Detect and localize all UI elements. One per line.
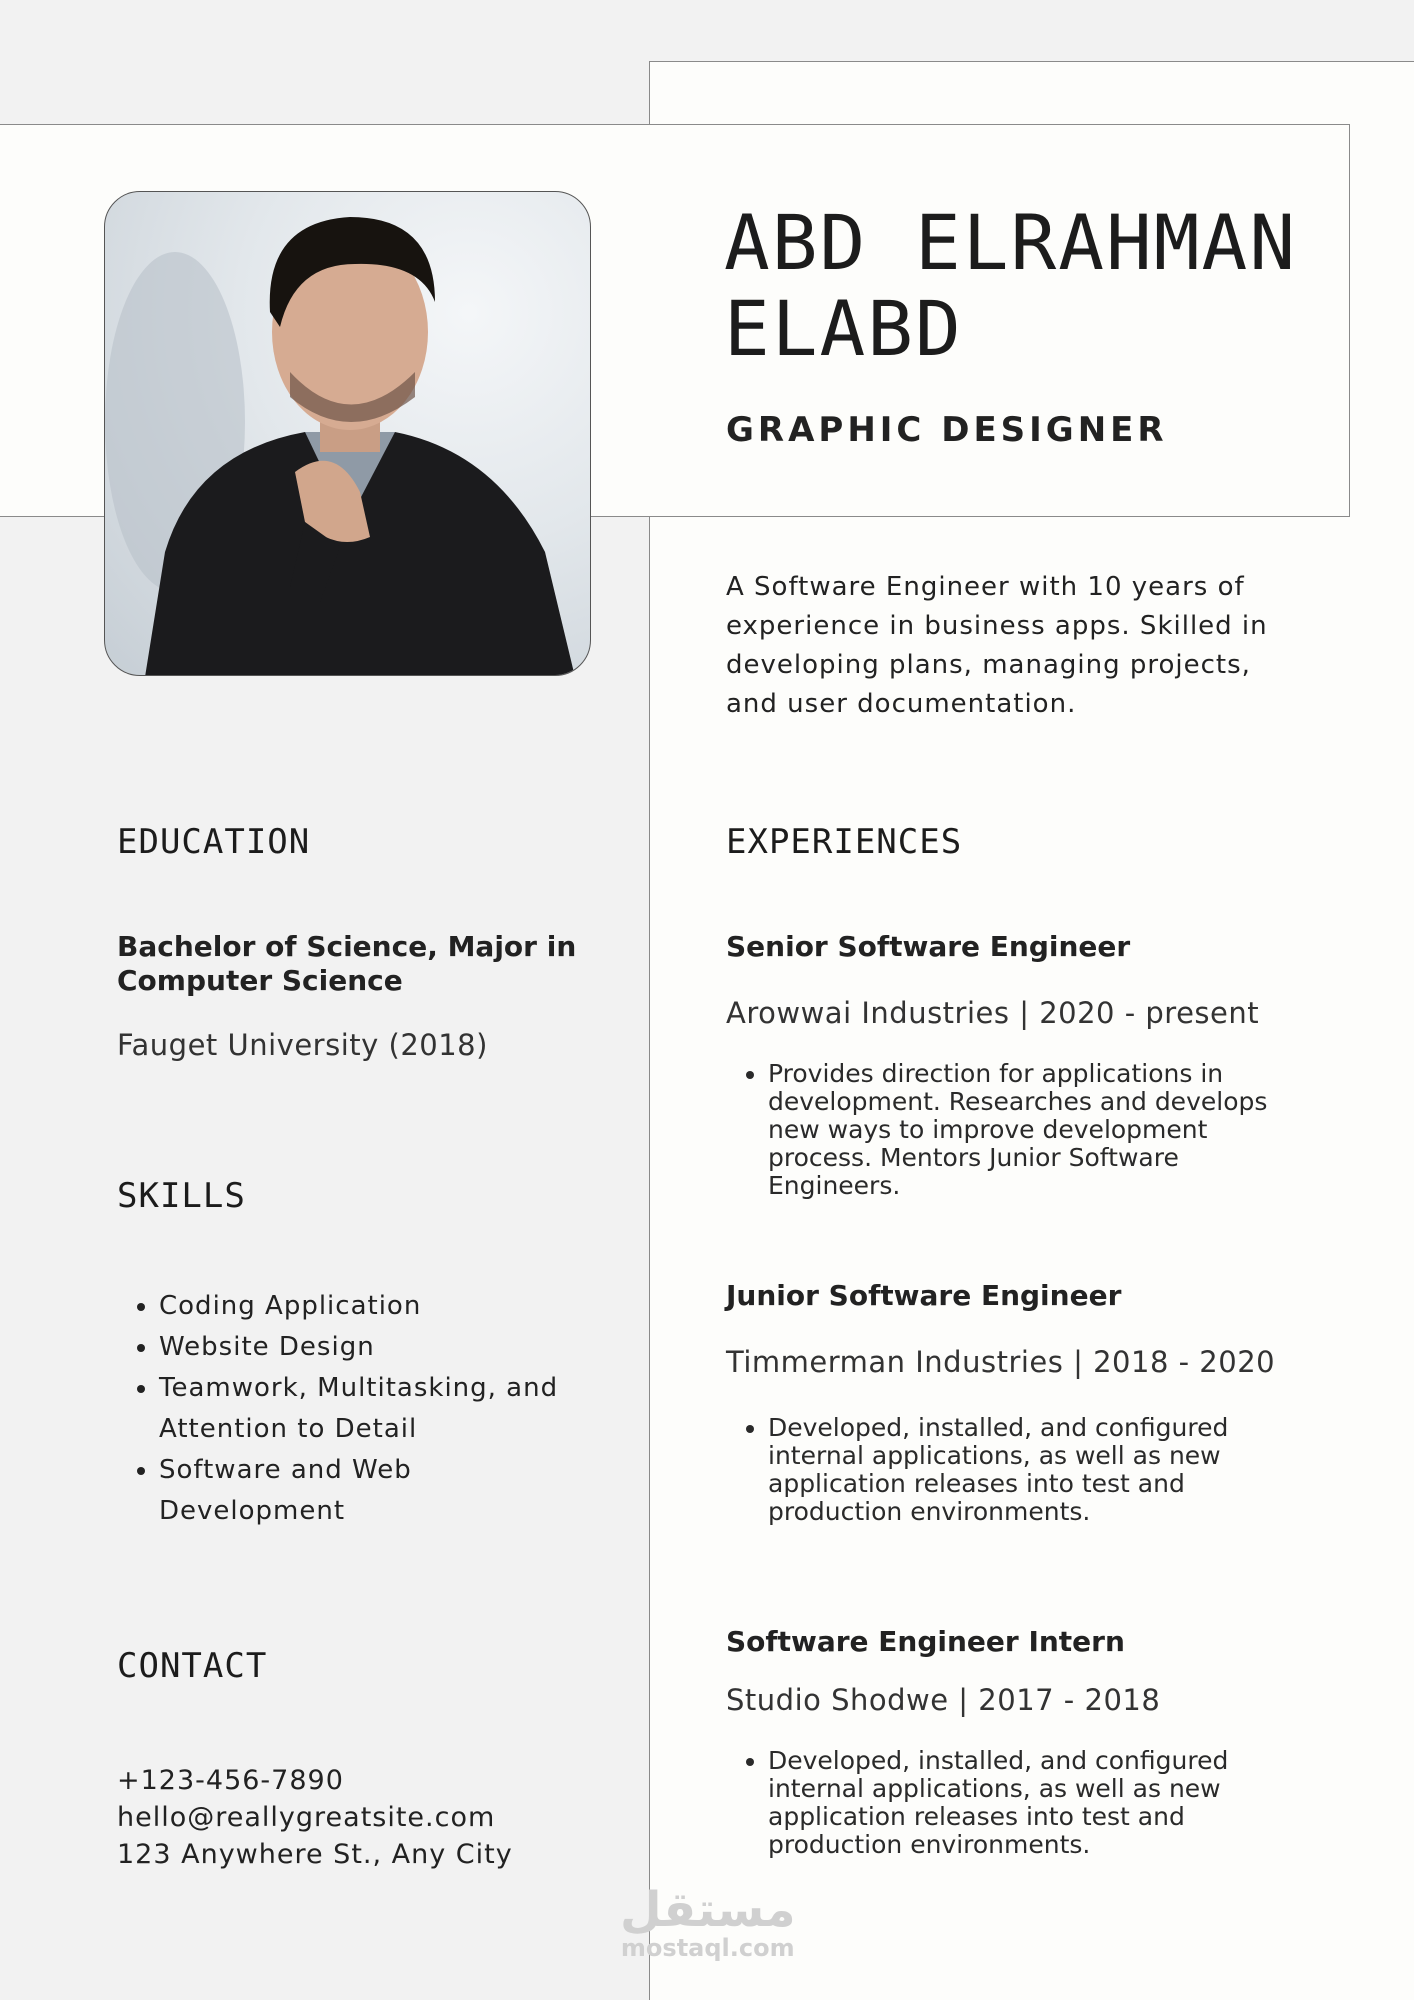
candidate-name xyxy=(724,200,1297,372)
skill-item: • Teamwork, Multitasking, and Attention to Detail xyxy=(159,1368,579,1450)
job-title: Software Engineer Intern xyxy=(726,1625,1125,1658)
job-bullets xyxy=(726,1414,1308,1526)
contact-email: hello@reallygreatsite.com xyxy=(117,1802,496,1833)
job-company: Timmerman Industries | 2018 - 2020 xyxy=(726,1345,1276,1379)
job-bullets xyxy=(726,1747,1308,1859)
job-title: Senior Software Engineer xyxy=(726,930,1131,963)
experiences-heading: EXPERIENCES xyxy=(726,822,963,862)
contact-phone: +123-456-7890 xyxy=(117,1765,344,1796)
skill-item: • Software and Web Development xyxy=(159,1450,579,1532)
contact-heading: CONTACT xyxy=(117,1646,268,1686)
job-entry-1 xyxy=(726,930,1286,1200)
watermark-logo xyxy=(620,1882,796,1962)
job-role: GRAPHIC DESIGNER xyxy=(726,410,1168,450)
name-line-2: ELABD xyxy=(724,284,963,373)
job-title: Junior Software Engineer xyxy=(726,1279,1122,1312)
watermark-arabic: مستقل xyxy=(620,1882,796,1938)
name-line-1: ABD ELRAHMAN xyxy=(724,198,1298,287)
job-bullet: • Developed, installed, and configured internal applications, as well as new application releases into test and production environments. xyxy=(768,1414,1308,1526)
contact-block xyxy=(117,1762,513,1873)
job-entry-2 xyxy=(726,1279,1286,1526)
education-school: Fauget University (2018) xyxy=(117,1028,488,1062)
education-heading: EDUCATION xyxy=(117,822,311,862)
job-company: Arowwai Industries | 2020 - present xyxy=(726,996,1260,1030)
education-degree: Bachelor of Science, Major in Computer Science xyxy=(117,930,577,997)
job-bullet: • Provides direction for applications in development. Researches and develops new ways to improve development process. Mentors Junior Software Engineers. xyxy=(768,1060,1308,1200)
job-bullets xyxy=(726,1060,1308,1200)
contact-address: 123 Anywhere St., Any City xyxy=(117,1839,513,1870)
job-entry-3 xyxy=(726,1625,1286,1859)
job-company: Studio Shodwe | 2017 - 2018 xyxy=(726,1683,1161,1717)
skills-list xyxy=(117,1286,579,1532)
skills-heading: SKILLS xyxy=(117,1176,246,1216)
skill-item: • Website Design xyxy=(159,1327,579,1368)
watermark-latin: mostaql.com xyxy=(620,1934,795,1962)
portrait-illustration xyxy=(105,192,591,676)
profile-photo xyxy=(104,191,591,676)
job-bullet: • Developed, installed, and configured internal applications, as well as new application releases into test and production environments. xyxy=(768,1747,1308,1859)
profile-summary: A Software Engineer with 10 years of experience in business apps. Skilled in developing plans, managing projects, and user documentation. xyxy=(726,572,1268,719)
skill-item: • Coding Application xyxy=(159,1286,579,1327)
